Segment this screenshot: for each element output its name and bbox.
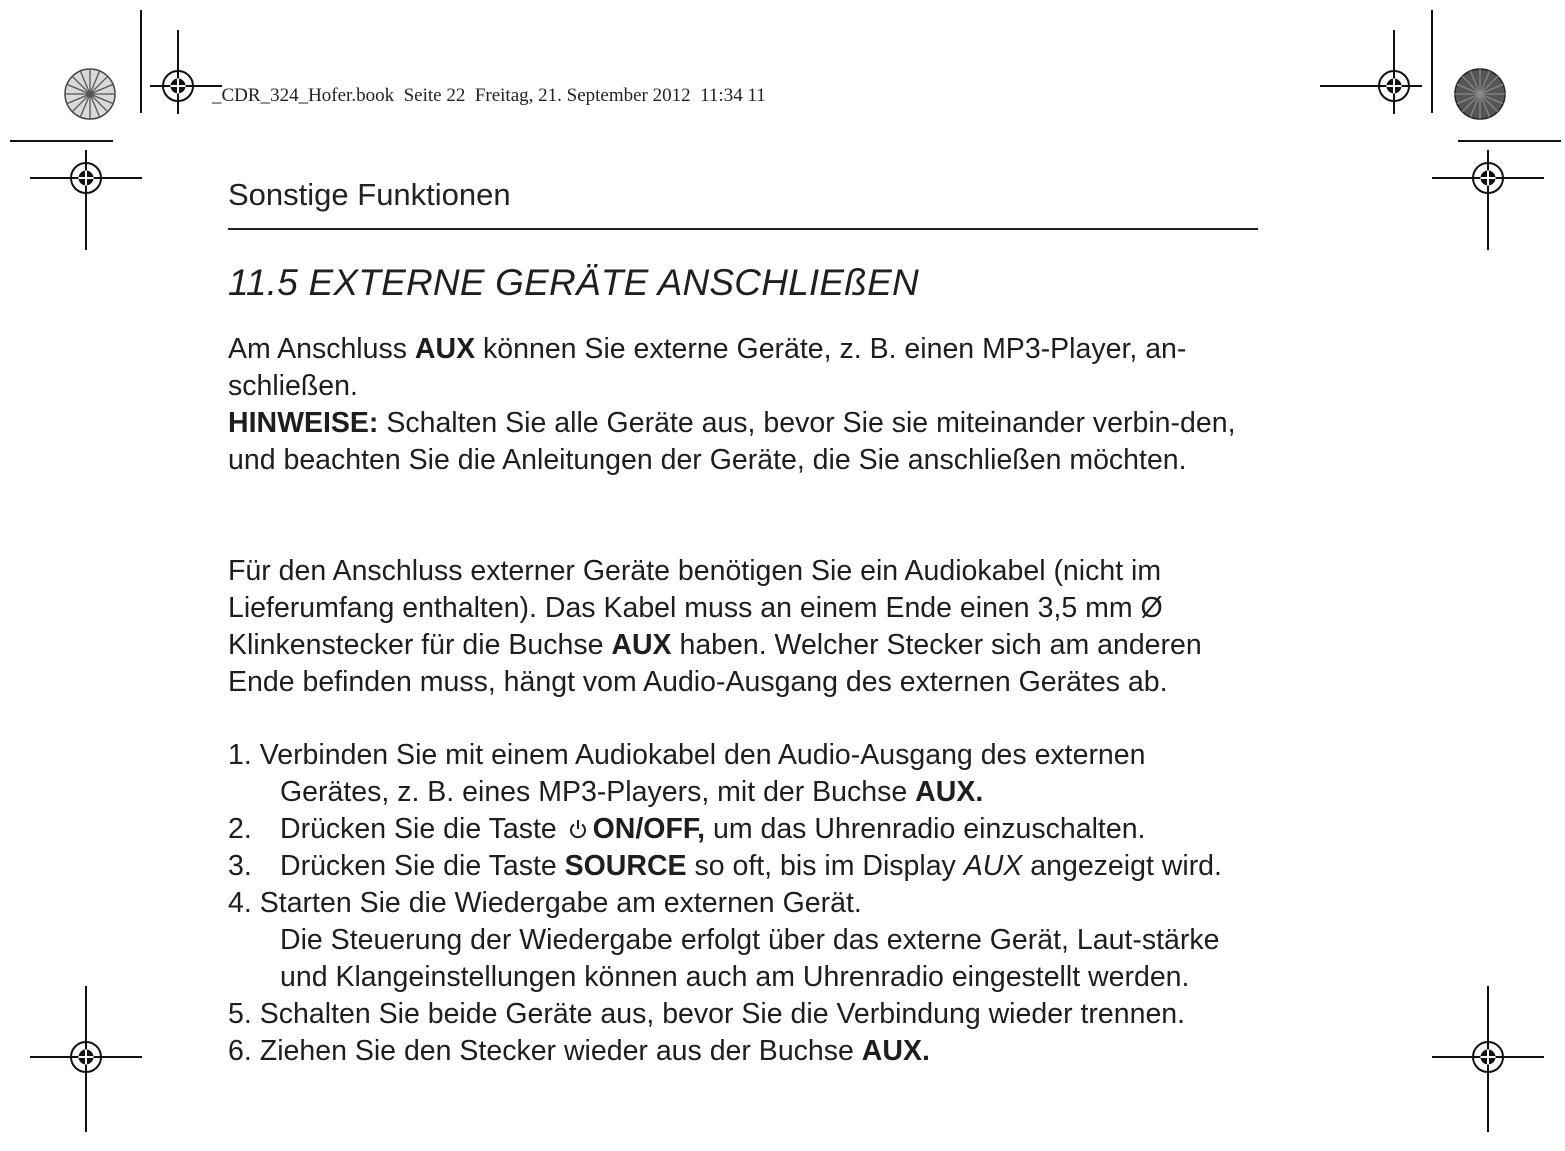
note-paragraph xyxy=(228,405,1258,479)
step-text: so oft, bis im Display xyxy=(686,850,964,882)
header-rule xyxy=(228,228,1258,230)
step-number: 5. xyxy=(228,998,252,1030)
steps-list xyxy=(228,737,1258,1070)
color-target-icon xyxy=(1455,69,1505,119)
list-item xyxy=(228,996,1258,1033)
registration-mark-icon xyxy=(1432,150,1544,250)
step-number: 4. xyxy=(228,887,252,919)
step-number: 6. xyxy=(228,1035,252,1067)
display-aux-label: AUX xyxy=(963,850,1023,882)
note-text: Schalten Sie alle Geräte aus, bevor Sie sie miteinander verbin-den, und beachten Sie die Anleitungen der Geräte, die Sie anschließen möchten. xyxy=(228,407,1236,476)
registration-mark-icon xyxy=(30,150,142,250)
aux-label: AUX xyxy=(611,629,672,661)
cable-text: haben. Welcher Stecker sich am anderen Ende befinden muss, hängt vom Audio-Ausgang des externen Gerätes ab. xyxy=(228,629,1202,698)
aux-label: AUX. xyxy=(861,1035,930,1067)
step-text: um das Uhrenradio einzuschalten. xyxy=(705,813,1146,845)
list-item xyxy=(228,1033,1258,1070)
step-text: Ziehen Sie den Stecker wieder aus der Buchse xyxy=(259,1035,862,1067)
step-text: Drücken Sie die Taste xyxy=(280,813,565,845)
registration-mark-icon xyxy=(1320,30,1422,114)
intro-text: Am Anschluss xyxy=(228,333,415,365)
section-title: 11.5 EXTERNE GERÄTE ANSCHLIEßEN xyxy=(228,262,919,303)
note-label: HINWEISE: xyxy=(228,407,379,439)
running-head: Sonstige Funktionen xyxy=(228,177,511,212)
intro-paragraph xyxy=(228,331,1258,405)
registration-mark-icon xyxy=(30,986,142,1132)
aux-label: AUX. xyxy=(915,776,984,808)
step-text: Starten Sie die Wiedergabe am externen Gerät. xyxy=(259,887,862,919)
cable-text: Für den Anschluss externer Geräte benötigen Sie ein Audiokabel (nicht im Lieferumfang enthalten). Das Kabel muss an einem Ende einen 3,5 mm Ø Klinkenstecker für die Buchse xyxy=(228,555,1163,661)
step-note: Die Steuerung der Wiedergabe erfolgt über das externe Gerät, Laut-stärke und Klangeinstellungen können auch am Uhrenradio eingestellt werden. xyxy=(280,924,1220,993)
list-item xyxy=(228,885,1258,996)
step-number: 1. xyxy=(228,739,252,771)
step-text: Drücken Sie die Taste xyxy=(280,850,565,882)
step-text: Schalten Sie beide Geräte aus, bevor Sie die Verbindung wieder trennen. xyxy=(259,998,1186,1030)
aux-label: AUX xyxy=(414,333,476,365)
step-number: 3. xyxy=(228,850,252,882)
print-info: _CDR_324_Hofer.book Seite 22 Freitag, 21. September 2012 11:34 11 xyxy=(212,85,766,106)
step-text: angezeigt wird. xyxy=(1022,850,1222,882)
intro-text: können Sie externe Geräte, z. B. einen MP3-Player, an-schließen. xyxy=(228,333,1187,402)
on-off-label: ON/OFF, xyxy=(592,813,706,845)
cable-paragraph xyxy=(228,553,1258,701)
list-item xyxy=(228,737,1258,811)
source-label: SOURCE xyxy=(564,850,687,882)
color-target-icon xyxy=(65,69,115,119)
power-icon xyxy=(567,818,589,840)
list-item xyxy=(228,811,1258,848)
list-item xyxy=(228,848,1258,885)
intro-block xyxy=(228,331,1258,479)
registration-mark-icon xyxy=(1432,986,1544,1132)
step-text: Verbinden Sie mit einem Audiokabel den Audio-Ausgang des externen Gerätes, z. B. eines MP3-Players, mit der Buchse xyxy=(259,739,1146,808)
step-number: 2. xyxy=(228,813,252,845)
